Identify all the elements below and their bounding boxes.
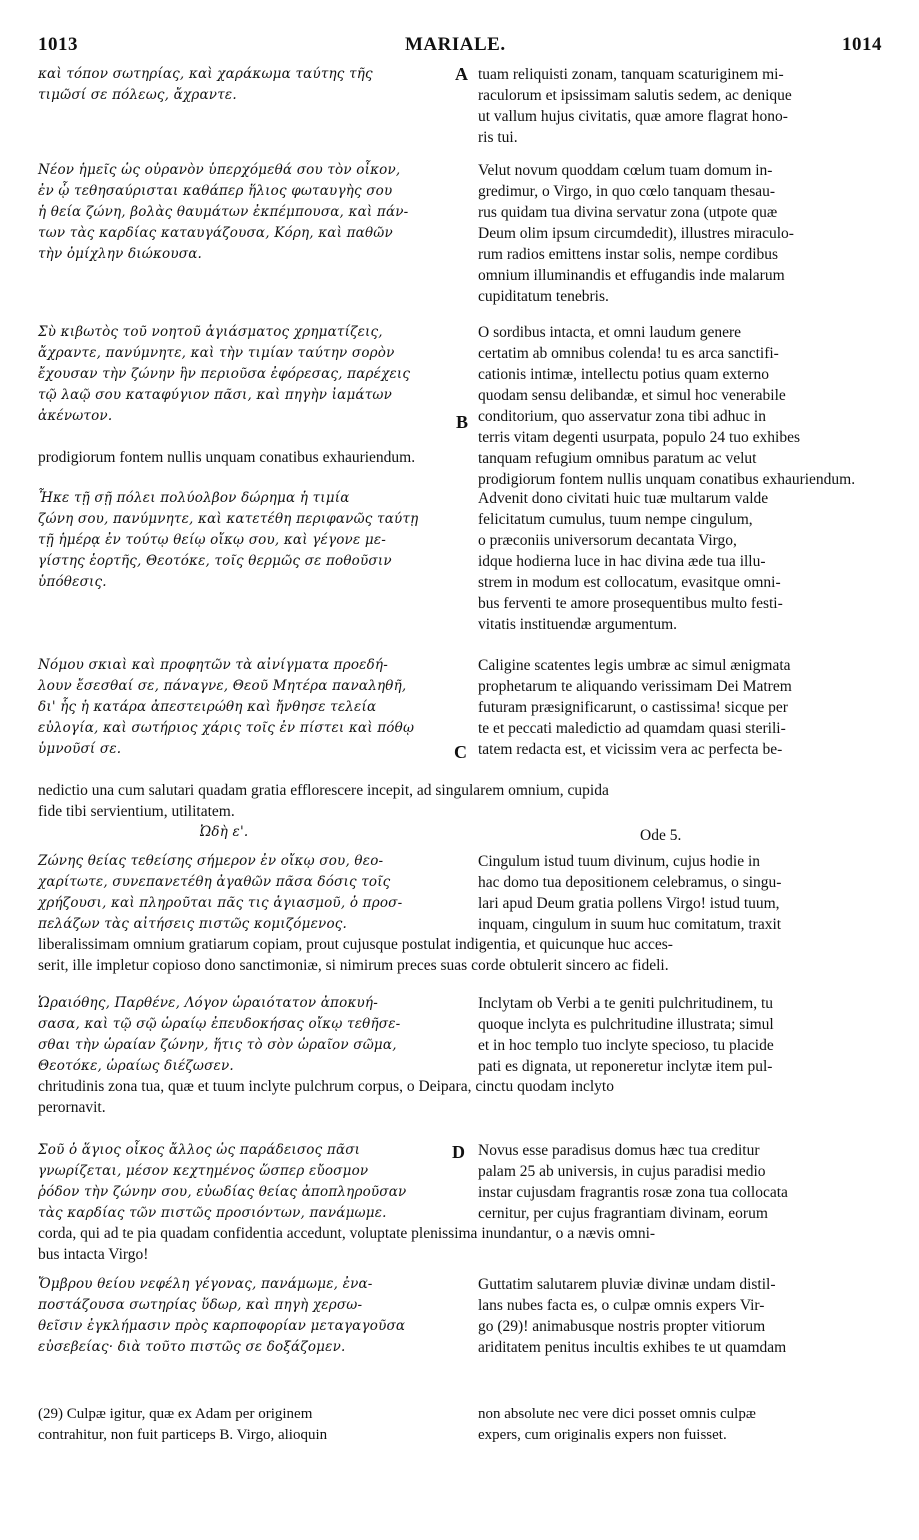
text-line: γνωρίζεται, μέσον κεχτημένος ὥσπερ εὔοσμον	[38, 1163, 369, 1179]
text-line: Ὡραιόθης, Παρθένε, Λόγον ὡραιότατον ἀποκυή-	[38, 995, 378, 1011]
text-line: τὴν ὀμίχλην διώκουσα.	[38, 246, 203, 262]
footnote-left	[38, 1404, 458, 1446]
running-title: MARIALE.	[405, 34, 506, 55]
full-width-line: chritudinis zona tua, quæ et tuum inclyte pulchrum corpus, o Deipara, cinctu quodam inclyto	[38, 1078, 614, 1095]
text-line: τὰς καρδίας τῶν πιστῶς προσιόντων, πανάμωμε.	[38, 1205, 387, 1221]
text-line: rus quidam tua divina servatur zona (utpote quæ	[478, 204, 778, 221]
latin-paragraph	[478, 655, 878, 760]
page-number-right: 1014	[842, 34, 882, 55]
text-line: θεῖσιν ἐγκλήμασιν πρὸς καρποφορίαν μεταγαγοῦσα	[38, 1318, 406, 1334]
latin-paragraph	[478, 993, 878, 1077]
full-width-line: prodigiorum fontem nullis unquam conatibus exhauriendum.	[38, 449, 416, 466]
text-line: ἐν ᾧ τεθησαύρισται καθάπερ ἥλιος φωταυγὴς σου	[38, 183, 393, 199]
latin-paragraph	[478, 1140, 878, 1224]
full-width-line: bus intacta Virgo!	[38, 1246, 149, 1263]
full-width-line: liberalissimam omnium gratiarum copiam, prout cujusque postulat indigentia, et quicunque huc acces-	[38, 936, 673, 953]
greek-paragraph	[38, 160, 458, 265]
text-line: τῇ ἡμέρᾳ ἐν τούτῳ θείῳ οἴκῳ σου, καὶ γέγονε με-	[38, 532, 387, 548]
text-line: Σὺ κιβωτὸς τοῦ νοητοῦ ἁγιάσματος χρηματίζεις,	[38, 324, 383, 340]
full-width-line: serit, ille impletur copioso dono sanctimoniæ, si nimirum preces suas corde obtulerit sincero ac fideli.	[38, 957, 669, 974]
text-line: Νόμου σκιαὶ καὶ προφητῶν τὰ αἰνίγματα προεδή-	[38, 657, 388, 673]
text-line: (29) Culpæ igitur, quæ ex Adam per originem	[38, 1406, 313, 1422]
text-line: raculorum et ipsissimam salutis sedem, ac denique	[478, 87, 792, 104]
ode-title-greek: Ὠδὴ ε'.	[200, 824, 249, 840]
latin-paragraph	[478, 851, 878, 935]
text-line: hac domo tua depositionem celebramus, o singu-	[478, 874, 782, 891]
text-line: Σοῦ ὁ ἅγιος οἶκος ἄλλος ὡς παράδεισος πᾶσι	[38, 1142, 361, 1158]
text-line: terris vitam degenti usurpata, populo 24 tuo exhibes	[478, 429, 800, 446]
text-line: χαρίτωτε, συνεπανετέθη ἀγαθῶν πᾶσα δόσις τοῖς	[38, 874, 391, 890]
text-line: των τὰς καρδίας καταυγάζουσα, Κόρη, καὶ παθῶν	[38, 225, 393, 241]
text-line: ἀκένωτον.	[38, 408, 113, 424]
text-line: go (29)! animabusque nostris propter vitiorum	[478, 1318, 766, 1335]
text-line: ἔχουσαν τὴν ζώνην ἣν περιοῦσα ἐφόρεσας, παρέχεις	[38, 366, 411, 382]
text-line: ἡ θεία ζώνη, βολὰς θαυμάτων ἐκπέμπουσα, καὶ πάν-	[38, 204, 409, 220]
text-line: εὐλογία, καὶ σωτήριος χάρις τοῖς ἐν πίστει καὶ πόθῳ	[38, 720, 415, 736]
greek-paragraph	[38, 1274, 458, 1358]
text-line: Velut novum quoddam cœlum tuam domum in-	[478, 162, 773, 179]
margin-letter-b: B	[456, 412, 469, 432]
text-line: tatem redacta est, et vicissim vera ac perfecta be-	[478, 741, 783, 758]
latin-paragraph	[478, 1274, 878, 1358]
text-line: δι' ἧς ἡ κατάρα ἀπεστειρώθη καὶ ἤνθησε τελεία	[38, 699, 377, 715]
text-line: χρήζουσι, καὶ πληροῦται πᾶς τις ἁγιασμοῦ, ὁ προσ-	[38, 895, 403, 911]
page-number-left: 1013	[38, 34, 78, 55]
text-line: felicitatum cumulus, tuum nempe cingulum,	[478, 511, 753, 528]
margin-letter-c: C	[454, 742, 467, 762]
text-line: Cingulum istud tuum divinum, cujus hodie in	[478, 853, 761, 870]
full-width-line: nedictio una cum salutari quadam gratia efflorescere incepit, ad singularem omnium, cupida	[38, 782, 609, 799]
text-line: Ἧκε τῇ σῇ πόλει πολύολβον δώρημα ἡ τιμία	[38, 490, 350, 506]
text-line: lans nubes facta es, o culpæ omnis expers Vir-	[478, 1297, 765, 1314]
text-line: tuam reliquisti zonam, tanquam scaturiginem mi-	[478, 66, 784, 83]
text-line: ris tui.	[478, 129, 518, 146]
text-line: ὑμνοῦσί σε.	[38, 741, 122, 757]
greek-paragraph	[38, 851, 458, 935]
text-line: λουν ἔσεσθαί σε, πάναγνε, Θεοῦ Μητέρα παναληθῆ,	[38, 678, 407, 694]
text-line: Ζώνης θείας τεθείσης σήμερον ἐν οἴκῳ σου, θεο-	[38, 853, 384, 869]
text-line: cationis intimæ, intellectu potius quam externo	[478, 366, 770, 383]
greek-paragraph	[38, 64, 458, 106]
text-line: σθαι τὴν ὡραίαν ζώνην, ἥτις τὸ σὸν ὡραῖον σῶμα,	[38, 1037, 397, 1053]
text-line: o præconiis universorum decantata Virgo,	[478, 532, 737, 549]
text-line: te et peccati maledictio ad quamdam quasi sterili-	[478, 720, 786, 737]
text-line: ut vallum hujus civitatis, quæ amore flagrat hono-	[478, 108, 788, 125]
text-line: rum radios emittens instar solis, nempe cordibus	[478, 246, 779, 263]
text-line: Νέον ἡμεῖς ὡς οὐρανὸν ὑπερχόμεθά σου τὸν οἶκον,	[38, 162, 401, 178]
text-line: ὑπόθεσις.	[38, 574, 107, 590]
text-line: τιμῶσί σε πόλεως, ἄχραντε.	[38, 87, 237, 103]
text-line: vitatis instituendæ argumentum.	[478, 616, 678, 633]
text-line: gredimur, o Virgo, in quo cœlo tanquam thesau-	[478, 183, 776, 200]
text-line: quodam sensu delibandæ, et simul hoc venerabile	[478, 387, 786, 404]
text-line: palam 25 ab universis, in cujus paradisi medio	[478, 1163, 766, 1180]
text-line: ζώνη σου, πανύμνητε, καὶ κατετέθη περιφανῶς ταύτῃ	[38, 511, 419, 527]
text-line: prodigiorum fontem nullis unquam conatibus exhauriendum.	[478, 471, 856, 488]
full-width-line: corda, qui ad te pia quadam confidentia accedunt, voluptate plenissima inundantur, o a nævis omni-	[38, 1225, 656, 1242]
text-line: cernitur, per cujus fragrantiam divinam, eorum	[478, 1205, 768, 1222]
full-width-line: fide tibi servientium, utilitatem.	[38, 803, 235, 820]
text-line: Novus esse paradisus domus hæc tua creditur	[478, 1142, 760, 1159]
text-line: Advenit dono civitati huic tuæ multarum valde	[478, 490, 769, 507]
greek-paragraph	[38, 993, 458, 1077]
margin-letter-d: D	[452, 1142, 465, 1162]
latin-paragraph	[478, 64, 878, 148]
text-line: contrahitur, non fuit particeps B. Virgo, alioquin	[38, 1427, 328, 1443]
text-line: Θεοτόκε, ὡραίως διέζωσεν.	[38, 1058, 234, 1074]
text-line: Guttatim salutarem pluviæ divinæ undam distil-	[478, 1276, 776, 1293]
text-line: omnium illuminandis et effugandis inde malarum	[478, 267, 785, 284]
text-line: idque hodierna luce in hac divina æde tua illu-	[478, 553, 766, 570]
greek-paragraph	[38, 1140, 458, 1224]
text-line: ἄχραντε, πανύμνητε, καὶ τὴν τιμίαν ταύτην σορὸν	[38, 345, 395, 361]
text-line: ποστάζουσα σωτηρίας ὕδωρ, καὶ πηγὴ χερσω-	[38, 1297, 363, 1313]
text-line: εὐσεβείας· διὰ τοῦτο πιστῶς σε δοξάζομεν.	[38, 1339, 346, 1355]
greek-paragraph	[38, 488, 458, 593]
text-line: ariditatem penitus incultis exhibes te ut quamdam	[478, 1339, 787, 1356]
footnote-right	[478, 1404, 878, 1446]
text-line: bus ferventi te amore prosequentibus multo festi-	[478, 595, 783, 612]
text-line: σασα, καὶ τῷ σῷ ὡραίῳ ἐπευδοκήσας οἴκῳ τεθῆσε-	[38, 1016, 401, 1032]
text-line: Caligine scatentes legis umbræ ac simul ænigmata	[478, 657, 791, 674]
latin-paragraph	[478, 488, 878, 635]
text-line: pati es dignata, ut reponeretur inclytæ item pul-	[478, 1058, 773, 1075]
text-line: futuram præsignificarunt, o castissima! sicque per	[478, 699, 788, 716]
greek-paragraph	[38, 655, 458, 760]
text-line: Deum olim ipsum circumdedit), illustres miraculo-	[478, 225, 794, 242]
text-line: τῷ λαῷ σου καταφύγιον πᾶσι, καὶ πηγὴν ἰαμάτων	[38, 387, 393, 403]
text-line: Ὄμβρου θείου νεφέλη γέγονας, πανάμωμε, ἐνα-	[38, 1276, 373, 1292]
text-line: ῥόδον τὴν ζώνην σου, εὐωδίας θείας ἀποπληροῦσαν	[38, 1184, 407, 1200]
text-line: lari apud Deum gratia pollens Virgo! istud tuum,	[478, 895, 780, 912]
margin-letter-a: A	[455, 64, 468, 84]
text-line: καὶ τόπον σωτηρίας, καὶ χαράκωμα ταύτης τῆς	[38, 66, 373, 82]
text-line: expers, cum originalis expers non fuisset.	[478, 1427, 727, 1443]
text-line: γίστης ἑορτῆς, Θεοτόκε, τοῖς θερμῶς σε ποθοῦσιν	[38, 553, 392, 569]
text-line: non absolute nec vere dici posset omnis culpæ	[478, 1406, 756, 1422]
text-line: inquam, cingulum in suum huc comitatum, traxit	[478, 916, 782, 933]
text-line: prophetarum te aliquando verissimam Dei Matrem	[478, 678, 792, 695]
text-line: certatim ab omnibus colenda! tu es arca sanctifi-	[478, 345, 779, 362]
latin-paragraph	[478, 160, 878, 307]
text-line: tanquam refugium omnibus paratum ac velut	[478, 450, 757, 467]
text-line: O sordibus intacta, et omni laudum genere	[478, 324, 742, 341]
full-width-line: perornavit.	[38, 1099, 106, 1116]
text-line: conditorium, quo asservatur zona tibi adhuc in	[478, 408, 766, 425]
text-line: instar cujusdam fragrantis rosæ zona tua collocata	[478, 1184, 788, 1201]
text-line: Inclytam ob Verbi a te geniti pulchritudinem, tu	[478, 995, 774, 1012]
ode-title-latin: Ode 5.	[640, 827, 682, 844]
text-line: quoque inclyta es pulchritudine illustrata; simul	[478, 1016, 774, 1033]
greek-paragraph	[38, 322, 458, 427]
text-line: strem in modum est collocatum, evasitque omni-	[478, 574, 781, 591]
text-line: et in hoc templo tuo inclyte specioso, tu placide	[478, 1037, 774, 1054]
text-line: πελάζων τὰς αἰτήσεις πιστῶς κομιζόμενος.	[38, 916, 348, 932]
text-line: cupiditatum tenebris.	[478, 288, 609, 305]
